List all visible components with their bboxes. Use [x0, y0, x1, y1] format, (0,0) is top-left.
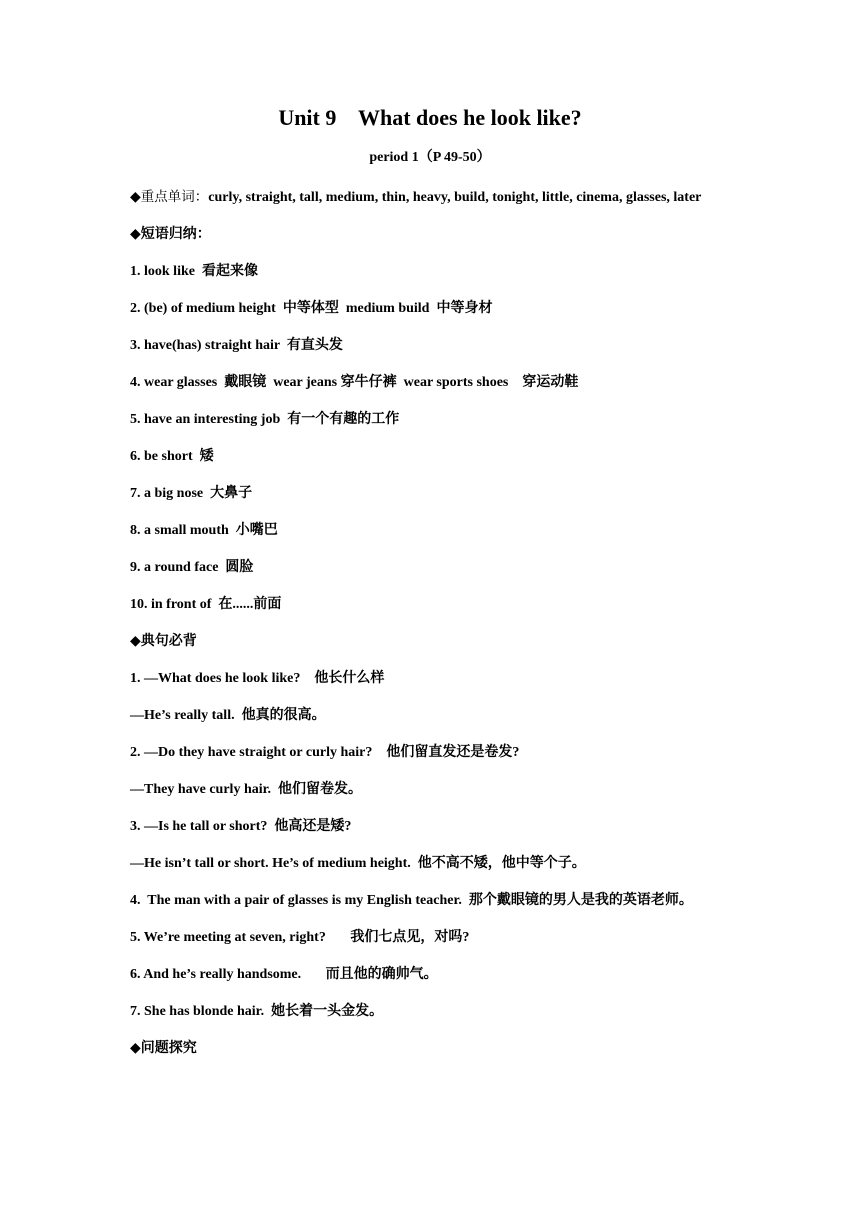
inquiry-heading: ◆问题探究 — [130, 1041, 197, 1056]
sentence-item: 1. —What does he look like? 他长什么样 — [130, 671, 385, 686]
sentence-item: 5. We’re meeting at seven, right? 我们七点见，对吗? — [130, 930, 470, 945]
sentence-item: 3. —Is he tall or short? 他高还是矮? — [130, 819, 352, 834]
diamond-bullet-icon: ◆ — [130, 189, 141, 205]
keywords-label: 重点单词： — [140, 189, 209, 205]
document-body — [130, 186, 730, 1075]
sentence-item: —He’s really tall. 他真的很高。 — [130, 708, 326, 723]
sentence-item: —He isn’t tall or short. He’s of medium height. 他不高不矮，他中等个子。 — [130, 856, 586, 871]
sentence-item: 6. And he’s really handsome. 而且他的确帅气。 — [130, 967, 438, 982]
sentences-heading: ◆典句必背 — [130, 634, 197, 649]
sentence-item: 2. —Do they have straight or curly hair? 他们留直发还是卷发? — [130, 745, 520, 760]
period-subtitle: period 1（P 49-50） — [369, 150, 491, 165]
phrase-item: 10. in front of 在......前面 — [130, 597, 282, 612]
phrase-item: 8. a small mouth 小嘴巴 — [130, 523, 278, 538]
phrase-item: 7. a big nose 大鼻子 — [130, 486, 253, 501]
keywords-paragraph — [130, 186, 730, 209]
phrase-item: 5. have an interesting job 有一个有趣的工作 — [130, 412, 400, 427]
phrase-item: 6. be short 矮 — [130, 449, 214, 464]
phrase-item: 4. wear glasses 戴眼镜 wear jeans 穿牛仔裤 wear sports shoes 穿运动鞋 — [130, 375, 579, 390]
phrase-item: 3. have(has) straight hair 有直头发 — [130, 338, 343, 353]
phrase-item: 9. a round face 圆脸 — [130, 560, 254, 575]
page-title: Unit 9 What does he look like? — [278, 105, 582, 130]
phrase-item: 1. look like 看起来像 — [130, 264, 258, 279]
keywords-text: curly, straight, tall, medium, thin, heavy, build, tonight, little, cinema, glasses, later — [208, 190, 702, 205]
phrases-heading: ◆短语归纳： — [130, 227, 211, 242]
sentence-item: —They have curly hair. 他们留卷发。 — [130, 782, 363, 797]
sentence-item: 7. She has blonde hair. 她长着一头金发。 — [130, 1004, 384, 1019]
phrase-item: 2. (be) of medium height 中等体型 medium build 中等身材 — [130, 301, 493, 316]
sentence-item: 4. The man with a pair of glasses is my English teacher. 那个戴眼镜的男人是我的英语老师。 — [130, 893, 693, 908]
